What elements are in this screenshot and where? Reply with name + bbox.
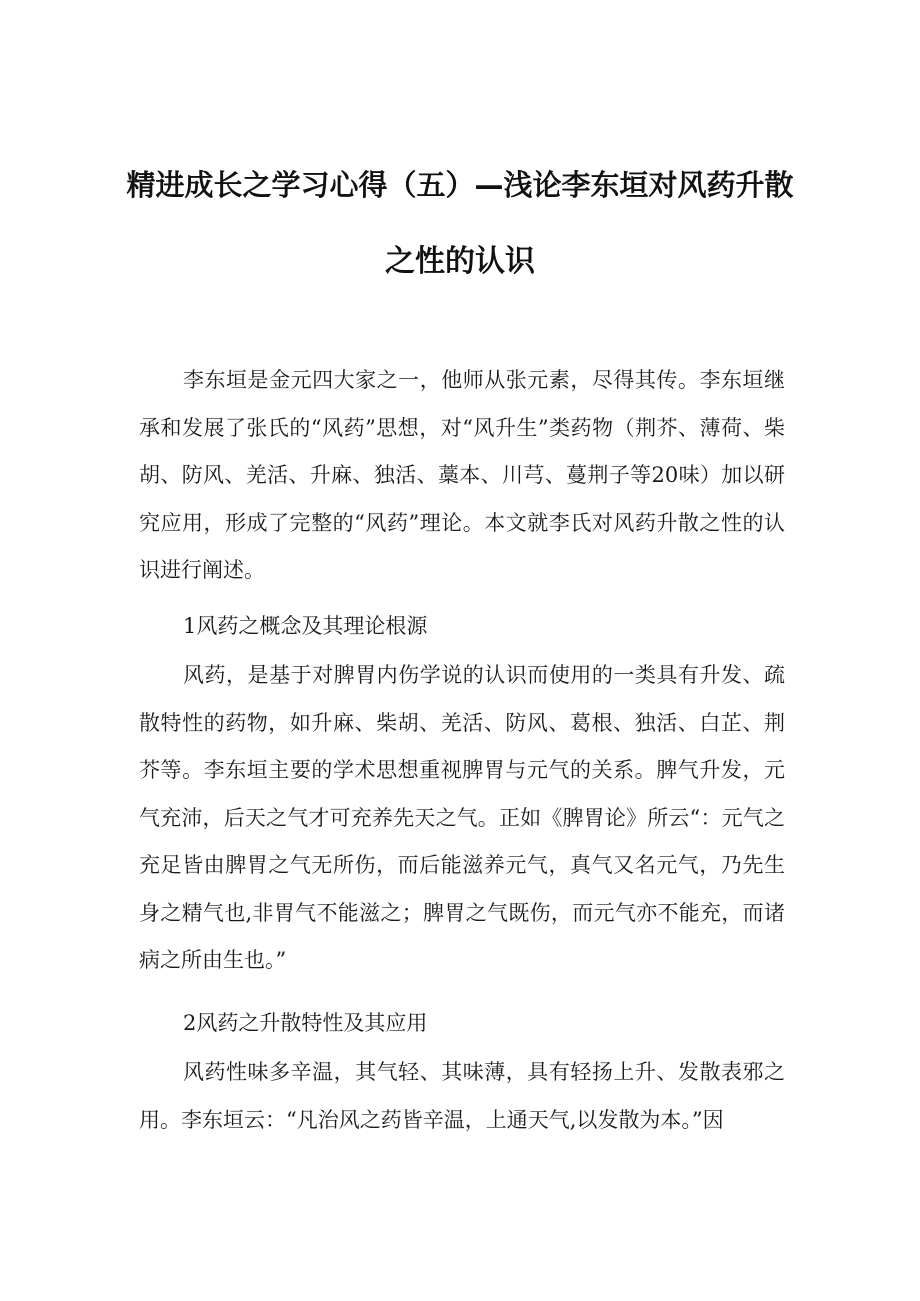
paragraph-section-1: 风药，是基于对脾胃内伤学说的认识而使用的一类具有升发、疏散特性的药物，如升麻、柴胡、羌活、防风、葛根、独活、白芷、荆芥等。李东垣主要的学术思想重视脾胃与元气的关系。脾气升发，元气充沛，后天之气才可充养先天之气。正如《脾胃论》所云“：元气之充足皆由脾胃之气无所伤，而后能滋养元气，真气又名元气，乃先生身之精气也,非胃气不能滋之；脾胃之气既伤，而元气亦不能充，而诸病之所由生也。” — [139, 663, 785, 972]
document-title-line-1: 精进成长之学习心得（五）—浅论李东垣对风药升散 — [126, 168, 794, 202]
section-heading-2: 2风药之升散特性及其应用 — [183, 1011, 428, 1035]
paragraph-section-2: 风药性味多辛温，其气轻、其味薄，具有轻扬上升、发散表邪之用。李东垣云：“凡治风之药皆辛温，上通天气,以发散为本。”因 — [139, 1060, 785, 1132]
document-title-line-2: 之性的认识 — [385, 244, 535, 279]
paragraph-intro: 李东垣是金元四大家之一，他师从张元素，尽得其传。李东垣继承和发展了张氏的“风药”思想，对“风升生”类药物（荆芥、薄荷、柴胡、防风、羌活、升麻、独活、藁本、川芎、蔓荆子等20味）加以研究应用，形成了完整的“风药”理论。本文就李氏对风药升散之性的认识进行阐述。 — [139, 368, 785, 582]
section-heading-1: 1风药之概念及其理论根源 — [183, 614, 428, 638]
